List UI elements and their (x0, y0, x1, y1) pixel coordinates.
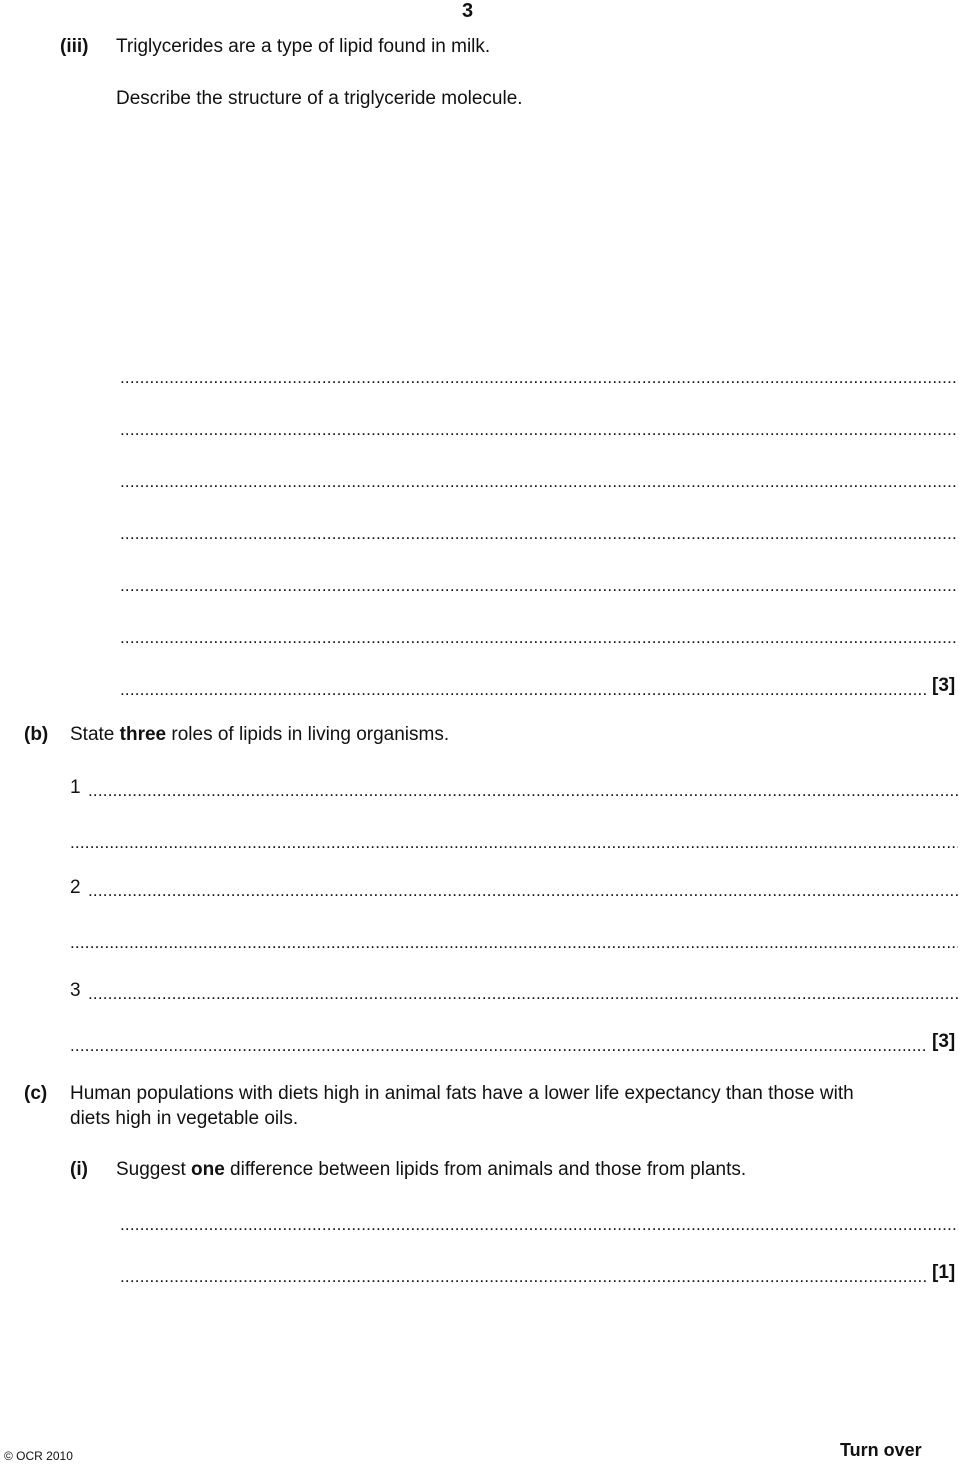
marks-badge-c-i: [1] (932, 1262, 956, 1283)
answer-number-1: 1 (70, 777, 81, 798)
question-label-iii: (iii) (60, 36, 89, 57)
answer-line[interactable] (120, 368, 958, 390)
question-label-c: (c) (24, 1083, 48, 1104)
answer-line[interactable] (120, 1267, 928, 1289)
answer-line[interactable] (120, 420, 958, 442)
question-c-i-text (116, 1159, 746, 1181)
answer-line[interactable] (120, 524, 958, 546)
question-c-line2: diets high in vegetable oils. (70, 1108, 299, 1129)
answer-number-3: 3 (70, 980, 81, 1001)
answer-line[interactable] (88, 984, 958, 1006)
copyright-notice: © OCR 2010 (4, 1449, 73, 1463)
question-b-text (70, 724, 449, 746)
question-iii-line2: Describe the structure of a triglyceride molecule. (116, 88, 523, 109)
answer-line[interactable] (88, 781, 958, 803)
question-label-b: (b) (24, 724, 49, 745)
answer-line[interactable] (70, 933, 958, 955)
question-iii-line1: Triglycerides are a type of lipid found in milk. (116, 36, 491, 57)
question-c-i-text-pre: Suggest (116, 1159, 191, 1180)
question-label-c-i: (i) (70, 1159, 88, 1180)
marks-badge-iii: [3] (932, 675, 956, 696)
question-b-text-bold: three (119, 724, 167, 745)
question-c-line1: Human populations with diets high in animal fats have a lower life expectancy than those with (70, 1083, 854, 1104)
question-b-text-post: roles of lipids in living organisms. (166, 724, 450, 745)
question-c-i-text-post: difference between lipids from animals and those from plants. (224, 1159, 747, 1180)
answer-number-2: 2 (70, 877, 81, 898)
page-number: 3 (462, 0, 474, 22)
answer-line[interactable] (70, 1036, 928, 1058)
turn-over-label: Turn over (840, 1440, 922, 1460)
answer-line[interactable] (120, 472, 958, 494)
answer-line[interactable] (120, 628, 958, 650)
answer-line[interactable] (120, 680, 928, 702)
answer-line[interactable] (120, 1215, 958, 1237)
answer-line[interactable] (70, 833, 958, 855)
answer-line[interactable] (88, 881, 958, 903)
marks-badge-b: [3] (932, 1031, 956, 1052)
answer-line[interactable] (120, 576, 958, 598)
question-c-i-text-bold: one (191, 1159, 225, 1180)
question-b-text-pre: State (70, 724, 120, 745)
